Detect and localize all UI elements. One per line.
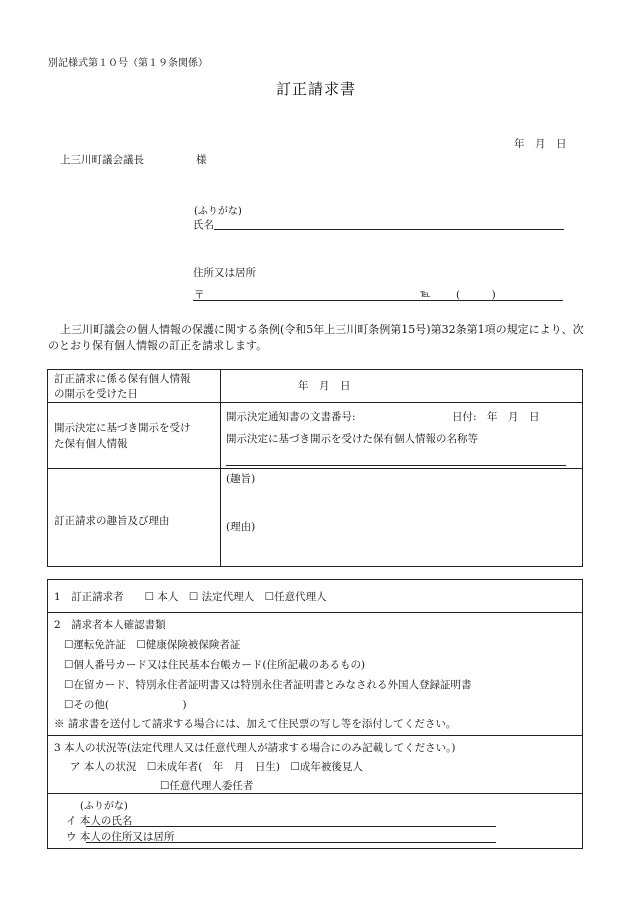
principal-address-field[interactable] (86, 842, 496, 843)
addressee: 上三川町議会議長 (60, 154, 144, 166)
document-title: 訂正請求書 (276, 80, 357, 98)
reason-label: (理由) (226, 521, 256, 533)
id-docs-option-other[interactable]: ☐その他( ) (64, 699, 187, 711)
row2-label: 開示決定に基づき開示を受け (54, 422, 191, 434)
postal-mark: 〒 (194, 289, 205, 301)
section-divider (47, 793, 583, 794)
purpose-label: (趣旨) (226, 473, 256, 485)
furigana-label: (ふりがな) (194, 206, 242, 217)
principal-address-label: ウ 本人の住所又は居所 (66, 831, 175, 843)
requester-type-options[interactable]: 1 訂正請求者 ☐ 本人 ☐ 法定代理人 ☐任意代理人 (54, 591, 327, 603)
tel-field[interactable]: ( ) (456, 289, 496, 301)
tel-label: ℡ (420, 289, 431, 300)
notice-doc-number[interactable]: 開示決定通知書の文書番号: (226, 411, 356, 423)
row1-label-cont: の開示を受けた日 (54, 388, 138, 400)
honorific: 様 (196, 154, 207, 166)
principal-status-options[interactable]: ア 本人の状況 ☐未成年者( 年 月 日生) ☐成年被後見人 (70, 761, 363, 773)
disclosure-date-field[interactable]: 年 月 日 (298, 380, 351, 392)
disclosed-info-field[interactable] (226, 465, 566, 466)
id-docs-title: 2 請求者本人確認書類 (54, 619, 166, 631)
intro-paragraph: 上三川町議会の個人情報の保護に関する条例(令和5年上三川町条例第15号)第32条第1項の規定により、次のとおり保有個人情報の訂正を請求します。 (48, 323, 584, 352)
disclosed-info-name: 開示決定に基づき開示を受けた保有個人情報の名称等 (226, 433, 478, 445)
name-field[interactable] (214, 229, 564, 230)
notice-date[interactable]: 日付: 年 月 日 (452, 411, 540, 423)
table-row-divider (47, 402, 583, 403)
row1-label: 訂正請求に係る保有個人情報 (54, 373, 191, 385)
principal-name-label: イ 本人の氏名 (66, 815, 133, 827)
principal-furigana: (ふりがな) (80, 801, 128, 812)
id-docs-option-2[interactable]: ☐個人番号カード又は住民基本台帳カード(住所記載のあるもの) (64, 659, 366, 671)
address-label: 住所又は居所 (193, 267, 256, 279)
row2-label-cont: た保有個人情報 (54, 438, 128, 450)
id-docs-note: ※ 請求書を送付して請求する場合には、加えて住民票の写し等を添付してください。 (54, 718, 457, 730)
section-divider (47, 612, 583, 613)
row3-label: 訂正請求の趣旨及び理由 (54, 515, 170, 527)
form-number: 別記様式第１０号（第１９条関係） (48, 58, 208, 69)
principal-status-title: 3 本人の状況等(法定代理人又は任意代理人が請求する場合にのみ記載してください。) (54, 742, 456, 754)
principal-status-option-delegator[interactable]: ☐任意代理人委任者 (160, 780, 254, 792)
id-docs-option-3[interactable]: ☐在留カード、特別永住者証明書又は特別永住者証明書とみなされる外国人登録証明書 (64, 679, 472, 691)
id-docs-option-1[interactable]: ☐運転免許証 ☐健康保険被保険者証 (64, 639, 241, 651)
table-row-divider (47, 468, 583, 469)
principal-name-field[interactable] (86, 826, 496, 827)
name-label: 氏名 (193, 219, 214, 231)
address-field[interactable] (193, 300, 563, 301)
section-divider (47, 735, 583, 736)
request-date: 年 月 日 (514, 138, 567, 150)
